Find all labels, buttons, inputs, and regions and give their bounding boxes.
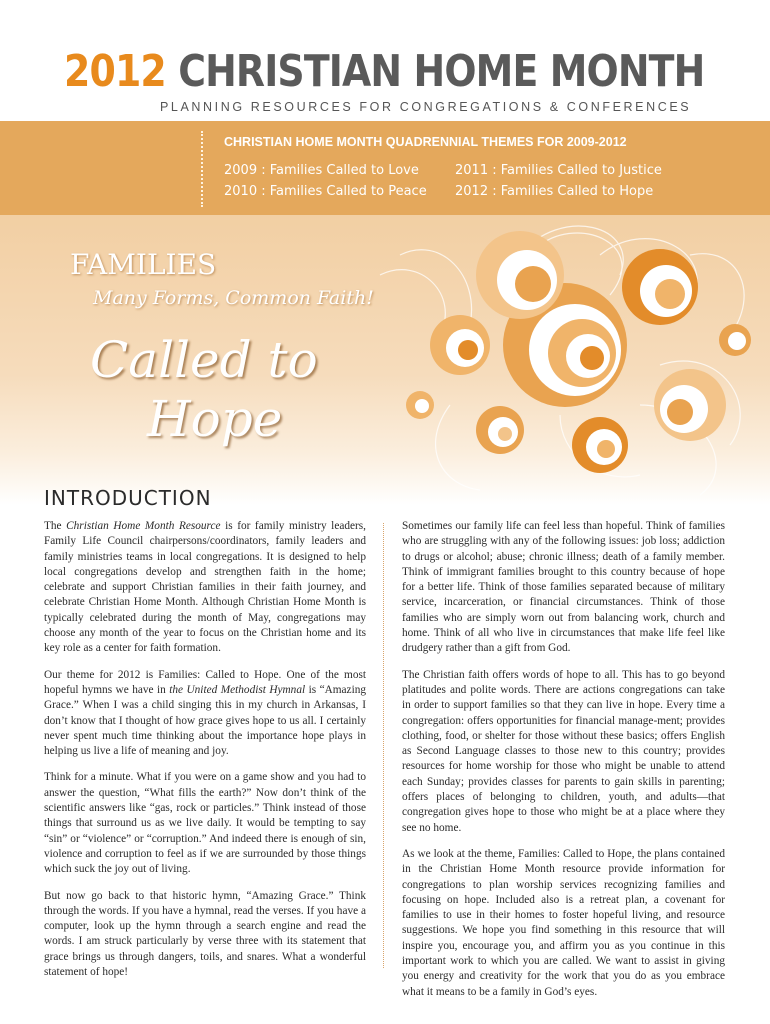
intro-right-column (402, 519, 725, 1011)
theme-2012: 2012 : Families Called to Hope (455, 184, 654, 199)
paragraph: As we look at the theme, Families: Called to Hope, the plans contained in the Christian Home Month resource provide information for congregations to plan worship services recognizing families and focusing on hope. Included also is a retreat plan, a covenant for families to use in their homes to foster hopeful living, and resource suggestions. We hope you find something in this resource that will inspire you, encourage you, and affirm you as you continue in this important work to which you are called. We want to assist in giving you energy and creativity for the work that you do as you embrace what it means to be a family in God’s eyes. (402, 847, 725, 998)
paragraph: The Christian Home Month Resource is for family ministry leaders, Family Life Council chairpersons/coordinators, family leaders and family ministries teams in local congregations. It is designed to help local congregations develop and strengthen faith in the home; celebrate and support Christian families in their faith journey, and celebrate Christian Home Month. Although Christian Home Month is typically celebrated during the month of May, congregations may choose any month of the year to focus on the Christian home and its key role as a center for faith formation. (44, 520, 366, 655)
paragraph: Think for a minute. What if you were on a game show and you had to answer the question, “What fills the earth?” Now don’t think of the scientific answers like “gas, rock or particles.” Think instead of those things that surround us as we live daily. It would be tempting to say “sin” or “violence” or “corruption.” And indeed there is enough of sin, violence and corruption to feel as if we are surrounded by those things which suck the joy out of living. (44, 771, 366, 876)
title-text: CHRISTIAN HOME MONTH (178, 46, 705, 97)
theme-2010: 2010 : Families Called to Peace (224, 184, 427, 199)
paragraph: The Christian faith offers words of hope to all. This has to go beyond platitudes and polite words. There are actions congregations can take in order to support families so that they can live in hope. Every time a congregation: offers opportunities for financial manage-ment; provides clothing, food, or shelter for those without these basics; offers English as Second Language classes to those new to this country; provides resources for home worship for those who might be unable to attend each Sunday; provides classes for parents to gain skills in parenting; offers places of belonging to children, youth, and adults—that congregation gives hope to those who might be at a place where they see no home. (402, 668, 725, 834)
hero-called-to: Called to (90, 331, 318, 389)
hero-tagline: Many Forms, Common Faith! (93, 287, 374, 309)
intro-left-column (44, 519, 366, 991)
hero-families: FAMILIES (70, 248, 217, 281)
hero-banner (0, 215, 770, 505)
page-subtitle: PLANNING RESOURCES FOR CONGREGATIONS & CONFERENCES (160, 100, 692, 114)
themes-band (0, 121, 770, 215)
themes-heading: CHRISTIAN HOME MONTH QUADRENNIAL THEMES FOR 2009-2012 (224, 135, 627, 149)
theme-2011: 2011 : Families Called to Justice (455, 163, 662, 178)
column-divider (383, 523, 384, 968)
title-year: 2012 (64, 46, 166, 97)
hero-hope: Hope (147, 390, 283, 448)
intro-heading: INTRODUCTION (44, 486, 212, 510)
paragraph: Our theme for 2012 is Families: Called to Hope. One of the most hopeful hymns we have in the United Methodist Hymnal is “Amazing Grace.” When I was a child singing this in my church in Arkansas, I don’t know that I thought of how grace gives hope to us all. I certainly never spent much time thinking about the importance hope plays in helping us live a life of meaning and joy. (44, 668, 367, 758)
paragraph: Sometimes our family life can feel less than hopeful. Think of families who are struggling with any of the following issues: job loss; addiction to drugs or alcohol; abuse; chronic illness; death of a family member. Think of immigrant families brought to this country because of hope for a better life. Think of those families separated because of military service, incarceration, or financial circumstances. Think of those families who are simply worn out from balancing work, church and home. Think of all who live in circumstances that make life feel like drudgery rather than a gift from God. (402, 520, 725, 655)
dotted-divider (201, 131, 203, 207)
theme-2009: 2009 : Families Called to Love (224, 163, 419, 178)
page-title (64, 46, 705, 98)
paragraph: But now go back to that historic hymn, “Amazing Grace.” Think through the words. If you have a hymnal, read the verses. If you have a computer, look up the hymn through a search engine and read the words. I am struck particularly by verse three with its statement that grace brings us through dangers, toils, and snares. What a wonderful statement of hope! (44, 889, 366, 979)
